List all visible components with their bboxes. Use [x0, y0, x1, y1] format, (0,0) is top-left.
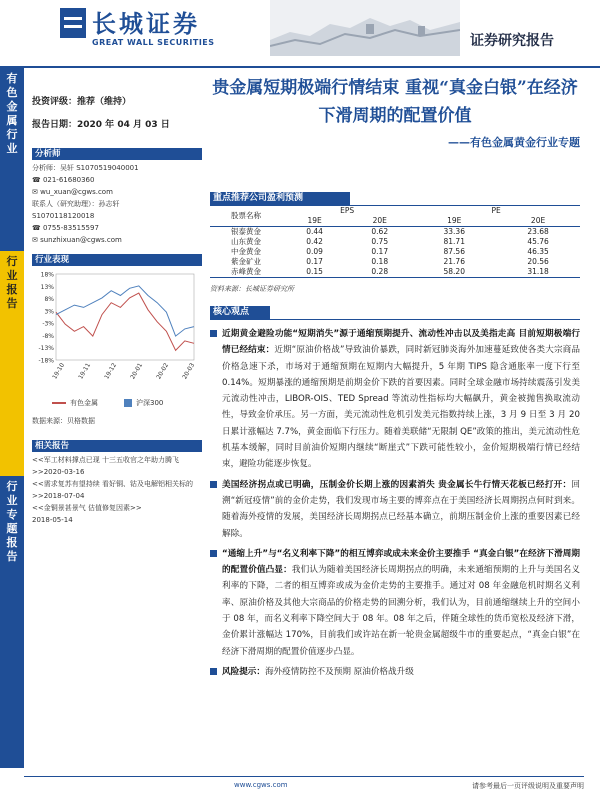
value-cell: 45.76	[527, 237, 549, 246]
value-cell: 46.35	[527, 247, 549, 256]
table-row	[210, 267, 580, 277]
risk-body: 海外疫情防控不及预期 原油价格战升级	[264, 666, 414, 677]
forecast-table-section	[210, 192, 580, 294]
views-rule	[210, 319, 580, 320]
value-cell: 0.17	[306, 257, 323, 266]
y-tick-label: 18%	[40, 271, 54, 279]
report-title: 贵金属短期极端行情结束 重视“真金白银”在经济下滑周期的配置价值	[212, 78, 578, 126]
view-3-body: 我们认为随着美国经济长周期拐点的明确，未来通缩预期的上升与美国名义利率的下降，二者的相互博弈或成为金价走势的主要推手。通过对 08 年金融危机时期名义利率、原油价格及其他大宗商品的价格走势的回溯分析，我们认为，目前通缩继续上升的空间小于 08 年，而名义利率下降空间大于 08 年。08 年之后，伴随全球性的货币宽松及经济下滑，金价累计涨幅达 170%，目前我们或许站在新一轮贵金属超级牛市的重要起点，“真金白银”在经济下滑周期的配置价值逐步凸显。	[222, 565, 580, 657]
plot-area	[56, 274, 194, 360]
value-cell: 0.75	[371, 237, 389, 246]
value-cell: 81.71	[443, 237, 465, 246]
side-label-report-text: 行 业 报 告	[6, 255, 18, 310]
x-tick-label: 20-01	[129, 361, 145, 381]
y-tick-label: -18%	[38, 357, 54, 365]
series-line-0	[56, 293, 194, 350]
y-tick-label: -3%	[42, 320, 54, 328]
value-cell: 21.76	[443, 257, 465, 266]
industry-performance-chart	[32, 268, 200, 398]
value-cell: 31.18	[527, 267, 549, 276]
bullet-icon	[210, 481, 217, 488]
company-name-cell: 赤峰黄金	[231, 267, 261, 276]
value-cell: 58.20	[443, 267, 465, 276]
great-wall-banner-icon	[270, 0, 460, 56]
value-cell: 0.28	[371, 267, 389, 276]
side-label-industry	[0, 68, 24, 251]
bullet-icon	[210, 668, 217, 675]
logo-en: GREAT WALL SECURITIES	[92, 38, 215, 47]
value-cell: 0.15	[306, 267, 323, 276]
table-row	[210, 237, 580, 247]
table-header-year: 19E	[307, 216, 322, 225]
series-line-1	[56, 286, 194, 336]
y-tick-label: 8%	[44, 296, 54, 304]
side-label-topic	[0, 476, 24, 768]
side-category-strip	[0, 68, 24, 768]
table-header-company: 股票名称	[231, 211, 261, 220]
related-report-line[interactable]: <<需求复苏有望持续 看好铜、钴及电解铝相关标的>>2018-07-04	[32, 480, 193, 500]
value-cell: 0.42	[306, 237, 323, 246]
analyst-line: ☎ 0755-83515597	[32, 224, 99, 232]
side-label-topic-text: 行 业 专 题 报 告	[6, 480, 18, 563]
page-header	[0, 0, 600, 68]
title-block	[210, 74, 580, 150]
value-cell: 0.17	[371, 247, 389, 256]
view-paragraph-2	[210, 477, 580, 542]
analyst-line: S1070118120018	[32, 212, 95, 220]
logo-icon	[60, 8, 86, 38]
x-tick-label: 19-10	[51, 361, 67, 381]
table-row	[210, 257, 580, 267]
view-2-body: 回溯“新冠疫情”前的金价走势，我们发现市场主要的博弈点在于美国经济长周期拐点何时到来。随着海外疫情的发展，美国经济长周期拐点已经基本确立，前期压制金价上涨的重要因素已经解除。	[222, 479, 580, 539]
core-views-section	[210, 306, 580, 680]
table-header-eps: EPS	[340, 206, 355, 215]
chart-section-title: 行业表现	[32, 254, 202, 266]
x-tick-label: 20-02	[155, 361, 171, 381]
footer-url[interactable]: www.cgws.com	[234, 781, 288, 789]
value-cell: 0.44	[306, 227, 323, 236]
x-tick-label: 20-03	[181, 361, 197, 381]
table-header-pe: PE	[491, 206, 501, 215]
company-name-cell: 山东黄金	[231, 237, 261, 246]
related-report-line[interactable]: <<金铜景甚景气 估值修复因素>>	[32, 504, 142, 512]
table-header-year: 19E	[447, 216, 462, 225]
table-bottom-rule	[210, 277, 580, 278]
view-paragraph-1	[210, 326, 580, 473]
table-body	[210, 227, 580, 278]
table-row	[210, 247, 580, 257]
y-tick-label: -13%	[38, 345, 54, 353]
rating: 投资评级：推荐（维持）	[32, 97, 132, 107]
x-tick-label: 19-11	[77, 361, 93, 381]
y-tick-label: 3%	[44, 308, 54, 316]
legend-swatch-series-1	[124, 399, 132, 407]
value-cell: 20.56	[527, 257, 549, 266]
report-subtitle: ——有色金属黄金行业专题	[448, 136, 580, 149]
value-cell: 33.36	[443, 227, 465, 236]
chart-svg	[32, 268, 200, 398]
related-report-line[interactable]: <<军工材料撑点已现 十三五收官之年助力腾飞>>2020-03-16	[32, 456, 179, 476]
bullet-icon	[210, 550, 217, 557]
page-footer	[24, 776, 584, 796]
company-name-cell: 紫金矿业	[231, 257, 261, 266]
side-label-industry-text: 有 色 金 属 行 业	[6, 72, 18, 155]
value-cell: 0.09	[306, 247, 323, 256]
chart-legend	[32, 398, 202, 410]
company-name-cell: 银泰黄金	[231, 227, 261, 236]
company-name-cell: 中金黄金	[231, 247, 261, 256]
view-1-heading: 近期黄金避险功能“短期消失”源于通缩预期提升、流动性冲击以及美指走高 目前短期极端行情已经结束：	[222, 329, 580, 356]
logo-cn: 长城证券	[92, 9, 200, 38]
table-header-year: 20E	[530, 216, 546, 225]
analyst-section-title: 分析师	[32, 148, 202, 160]
related-report-line[interactable]: 2018-05-14	[32, 516, 73, 524]
side-label-report	[0, 251, 24, 476]
y-tick-label: 13%	[40, 283, 54, 291]
views-section-title: 核心观点	[210, 306, 270, 319]
analyst-line: ✉ wu_xuan@cgws.com	[32, 188, 113, 196]
y-tick-label: -8%	[42, 332, 54, 340]
bullet-icon	[210, 330, 217, 337]
x-tick-label: 19-12	[103, 361, 119, 381]
related-reports	[32, 454, 202, 526]
analyst-line: ☎ 021-61680360	[32, 176, 95, 184]
table-source: 资料来源：长城证券研究所	[210, 285, 294, 293]
info-column	[32, 76, 202, 526]
related-section-title: 相关报告	[32, 440, 202, 452]
document-type: 证券研究报告	[470, 33, 554, 49]
forecast-table	[210, 206, 580, 277]
view-2-heading: 美国经济拐点或已明确，压制金价长期上涨的因素消失 贵金属长牛行情天花板已经打开：	[222, 479, 572, 490]
value-cell: 0.18	[371, 257, 389, 266]
view-1-body: 近期“原油价格战”导致油价暴跌，同时新冠肺炎海外加速蔓延致使各类大宗商品价格急速下杀，市场对于通缩预期在短期内大幅提升，5 年期 TIPS 隐含通胀率一度下行至 0.14%。短期暴涨的通缩预期是前期金价下跌的首要因素。同时全球金融市场持续震荡引发美元流动性冲击，LIBOR-OIS、TED Spread 等流动性指标均大幅飙升，黄金被抛售换取流动性，导致金价承压。另一方面，美元流动性危机引发美元指数持续上涨，3 月 9 日至 3 月 20 日累计涨幅达 7.7%，黄金面临下行压力。随着美联储“无限制 QE”政策的推出，美元流动性危机基本缓解，同时目前油价短期内继续“断崖式”下跌可能性较小，金价短期极端行情已经结束，避险功能逐步恢复。	[222, 345, 580, 470]
table-row	[210, 227, 580, 238]
legend-label-series-0: 有色金属	[70, 399, 98, 407]
view-3-heading: “通缩上升”与“名义利率下降”的相互博弈或成未来金价主要推手 “真金白银”在经济下滑周期的配置价值凸显：	[222, 548, 580, 576]
value-cell: 23.68	[527, 227, 549, 236]
analyst-info	[32, 162, 202, 246]
legend-swatch-series-0	[52, 402, 66, 404]
legend-label-series-1: 沪深300	[136, 399, 164, 407]
analyst-line: 分析师：吴轩 S1070519040001	[32, 164, 139, 172]
table-section-title: 重点推荐公司盈利预测	[210, 192, 350, 205]
footer-note: 请参考最后一页评级说明及重要声明	[472, 782, 584, 790]
analyst-line: ✉ sunzhixuan@cgws.com	[32, 236, 122, 244]
chart-source: 数据来源：贝格数据	[32, 417, 95, 425]
value-cell: 0.62	[371, 227, 389, 236]
report-date: 报告日期：2020 年 04 月 03 日	[32, 120, 170, 130]
risk-heading: 风险提示：	[222, 666, 265, 677]
view-paragraph-3	[210, 546, 580, 660]
table-header-year: 20E	[372, 216, 387, 225]
analyst-line: 联系人（研究助理）：孙志轩	[32, 200, 120, 208]
view-paragraph-4	[210, 664, 580, 680]
value-cell: 87.56	[443, 247, 465, 256]
